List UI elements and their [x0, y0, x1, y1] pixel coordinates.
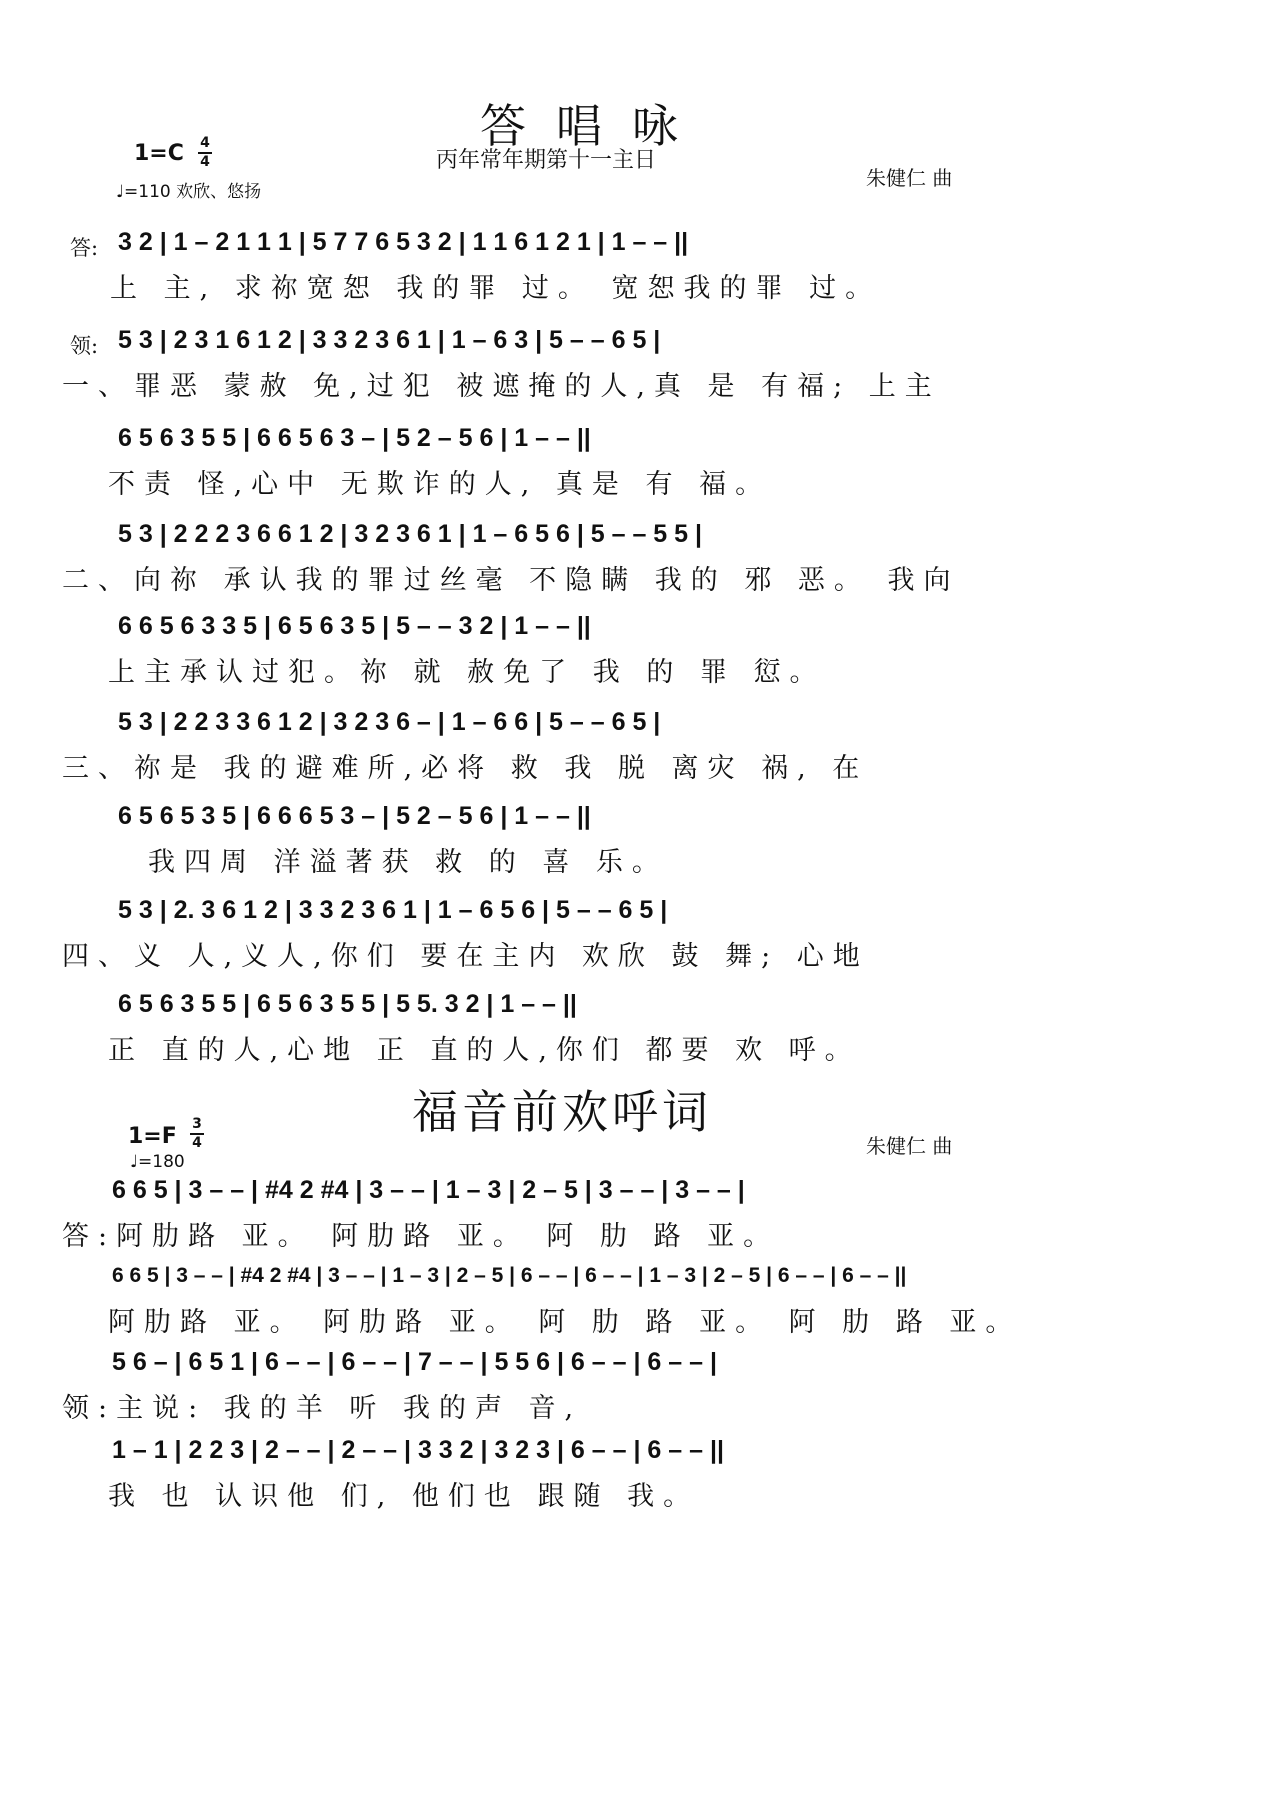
song2-key: 1=F: [128, 1124, 177, 1149]
lyrics: 三、祢是 我的避难所,必将 救 我 脱 离灾 祸, 在: [62, 753, 869, 784]
notation: 6 6 5 | 3 – – | #4 2 #4 | 3 – – | 1 – 3 | 2 – 5 | 6 – – | 6 – – | 1 – 3 | 2 – 5 | 6 – – | 6 – – ||: [112, 1264, 907, 1287]
song1-row-5: [0, 606, 1280, 686]
row-label: 领:: [70, 334, 99, 358]
lyrics: 二、向祢 承认我的罪过丝毫 不隐瞒 我的 邪 恶。 我向: [62, 565, 960, 596]
notation: 5 3 | 2. 3 6 1 2 | 3 3 2 3 6 1 | 1 – 6 5 6 | 5 – – 6 5 |: [118, 895, 668, 924]
row-label: 答:: [70, 236, 99, 260]
song1-time-signature: 4 4: [198, 136, 212, 170]
lyrics: 不责 怪,心中 无欺诈的人, 真是 有 福。: [108, 469, 772, 500]
notation: 6 5 6 3 5 5 | 6 6 5 6 3 – | 5 2 – 5 6 | 1 – – ||: [118, 423, 591, 452]
lyrics: 领:主说: 我的羊 听 我的声 音,: [62, 1393, 583, 1424]
notation: 6 6 5 | 3 – – | #4 2 #4 | 3 – – | 1 – 3 | 2 – 5 | 3 – – | 3 – – |: [112, 1175, 745, 1204]
notation: 6 5 6 3 5 5 | 6 5 6 3 5 5 | 5 5. 3 2 | 1 – – ||: [118, 989, 577, 1018]
song2-time-signature: 3 4: [190, 1117, 204, 1151]
lyrics: 阿肋路 亚。 阿肋路 亚。 阿 肋 路 亚。 阿 肋 路 亚。: [108, 1307, 1022, 1338]
lyrics: 上主承认过犯。祢 就 赦免了 我 的 罪 愆。: [108, 657, 826, 688]
lyrics: 我四周 洋溢著获 救 的 喜 乐。: [148, 847, 668, 878]
lyrics: 上 主, 求祢宽恕 我的罪 过。 宽恕我的罪 过。: [110, 273, 882, 304]
song1-row-2: [0, 320, 1280, 400]
lyrics: 我 也 认识他 们, 他们也 跟随 我。: [108, 1481, 700, 1512]
song1-subtitle: 丙年常年期第十一主日: [436, 148, 657, 173]
song2-row-4: [0, 1430, 1280, 1510]
song1-tempo: ♩=110 欢欣、悠扬: [116, 182, 262, 202]
lyrics: 答:阿肋路 亚。 阿肋路 亚。 阿 肋 路 亚。: [62, 1221, 780, 1252]
song2-row-3: [0, 1342, 1280, 1422]
lyrics: 一、罪恶 蒙赦 免,过犯 被遮掩的人,真 是 有福; 上主: [62, 371, 941, 402]
lyrics: 正 直的人,心地 正 直的人,你们 都要 欢 呼。: [108, 1035, 861, 1066]
song1-composer: 朱健仁 曲: [866, 166, 953, 190]
notation: 5 3 | 2 3 1 6 1 2 | 3 3 2 3 6 1 | 1 – 6 3 | 5 – – 6 5 |: [118, 325, 661, 354]
song1-row-7: [0, 796, 1280, 876]
song1-row-4: [0, 514, 1280, 594]
song1-row-6: [0, 702, 1280, 782]
song1-row-8: [0, 890, 1280, 970]
notation: 5 3 | 2 2 3 3 6 1 2 | 3 2 3 6 – | 1 – 6 6 | 5 – – 6 5 |: [118, 707, 661, 736]
song1-title: 答唱咏: [480, 99, 708, 153]
song1-row-9: [0, 984, 1280, 1064]
song1-row-3: [0, 418, 1280, 498]
song1-row-1: [0, 222, 1280, 302]
song1-key: 1=C: [134, 141, 184, 166]
lyrics: 四、义 人,义人,你们 要在主内 欢欣 鼓 舞; 心地: [62, 941, 869, 972]
notation: 5 3 | 2 2 2 3 6 6 1 2 | 3 2 3 6 1 | 1 – 6 5 6 | 5 – – 5 5 |: [118, 519, 702, 548]
song2-composer: 朱健仁 曲: [866, 1134, 953, 1158]
notation: 6 6 5 6 3 3 5 | 6 5 6 3 5 | 5 – – 3 2 | 1 – – ||: [118, 611, 591, 640]
song2-row-1: [0, 1170, 1280, 1250]
notation: 1 – 1 | 2 2 3 | 2 – – | 2 – – | 3 3 2 | 3 2 3 | 6 – – | 6 – – ||: [112, 1435, 724, 1464]
notation: 6 5 6 5 3 5 | 6 6 6 5 3 – | 5 2 – 5 6 | 1 – – ||: [118, 801, 591, 830]
song2-title: 福音前欢呼词: [412, 1085, 712, 1139]
notation: 5 6 – | 6 5 1 | 6 – – | 6 – – | 7 – – | 5 5 6 | 6 – – | 6 – – |: [112, 1347, 717, 1376]
song2-tempo: ♩=180: [130, 1152, 185, 1172]
notation: 3 2 | 1 – 2 1 1 1 | 5 7 7 6 5 3 2 | 1 1 6 1 2 1 | 1 – – ||: [118, 227, 689, 256]
song2-row-2: [0, 1256, 1280, 1336]
